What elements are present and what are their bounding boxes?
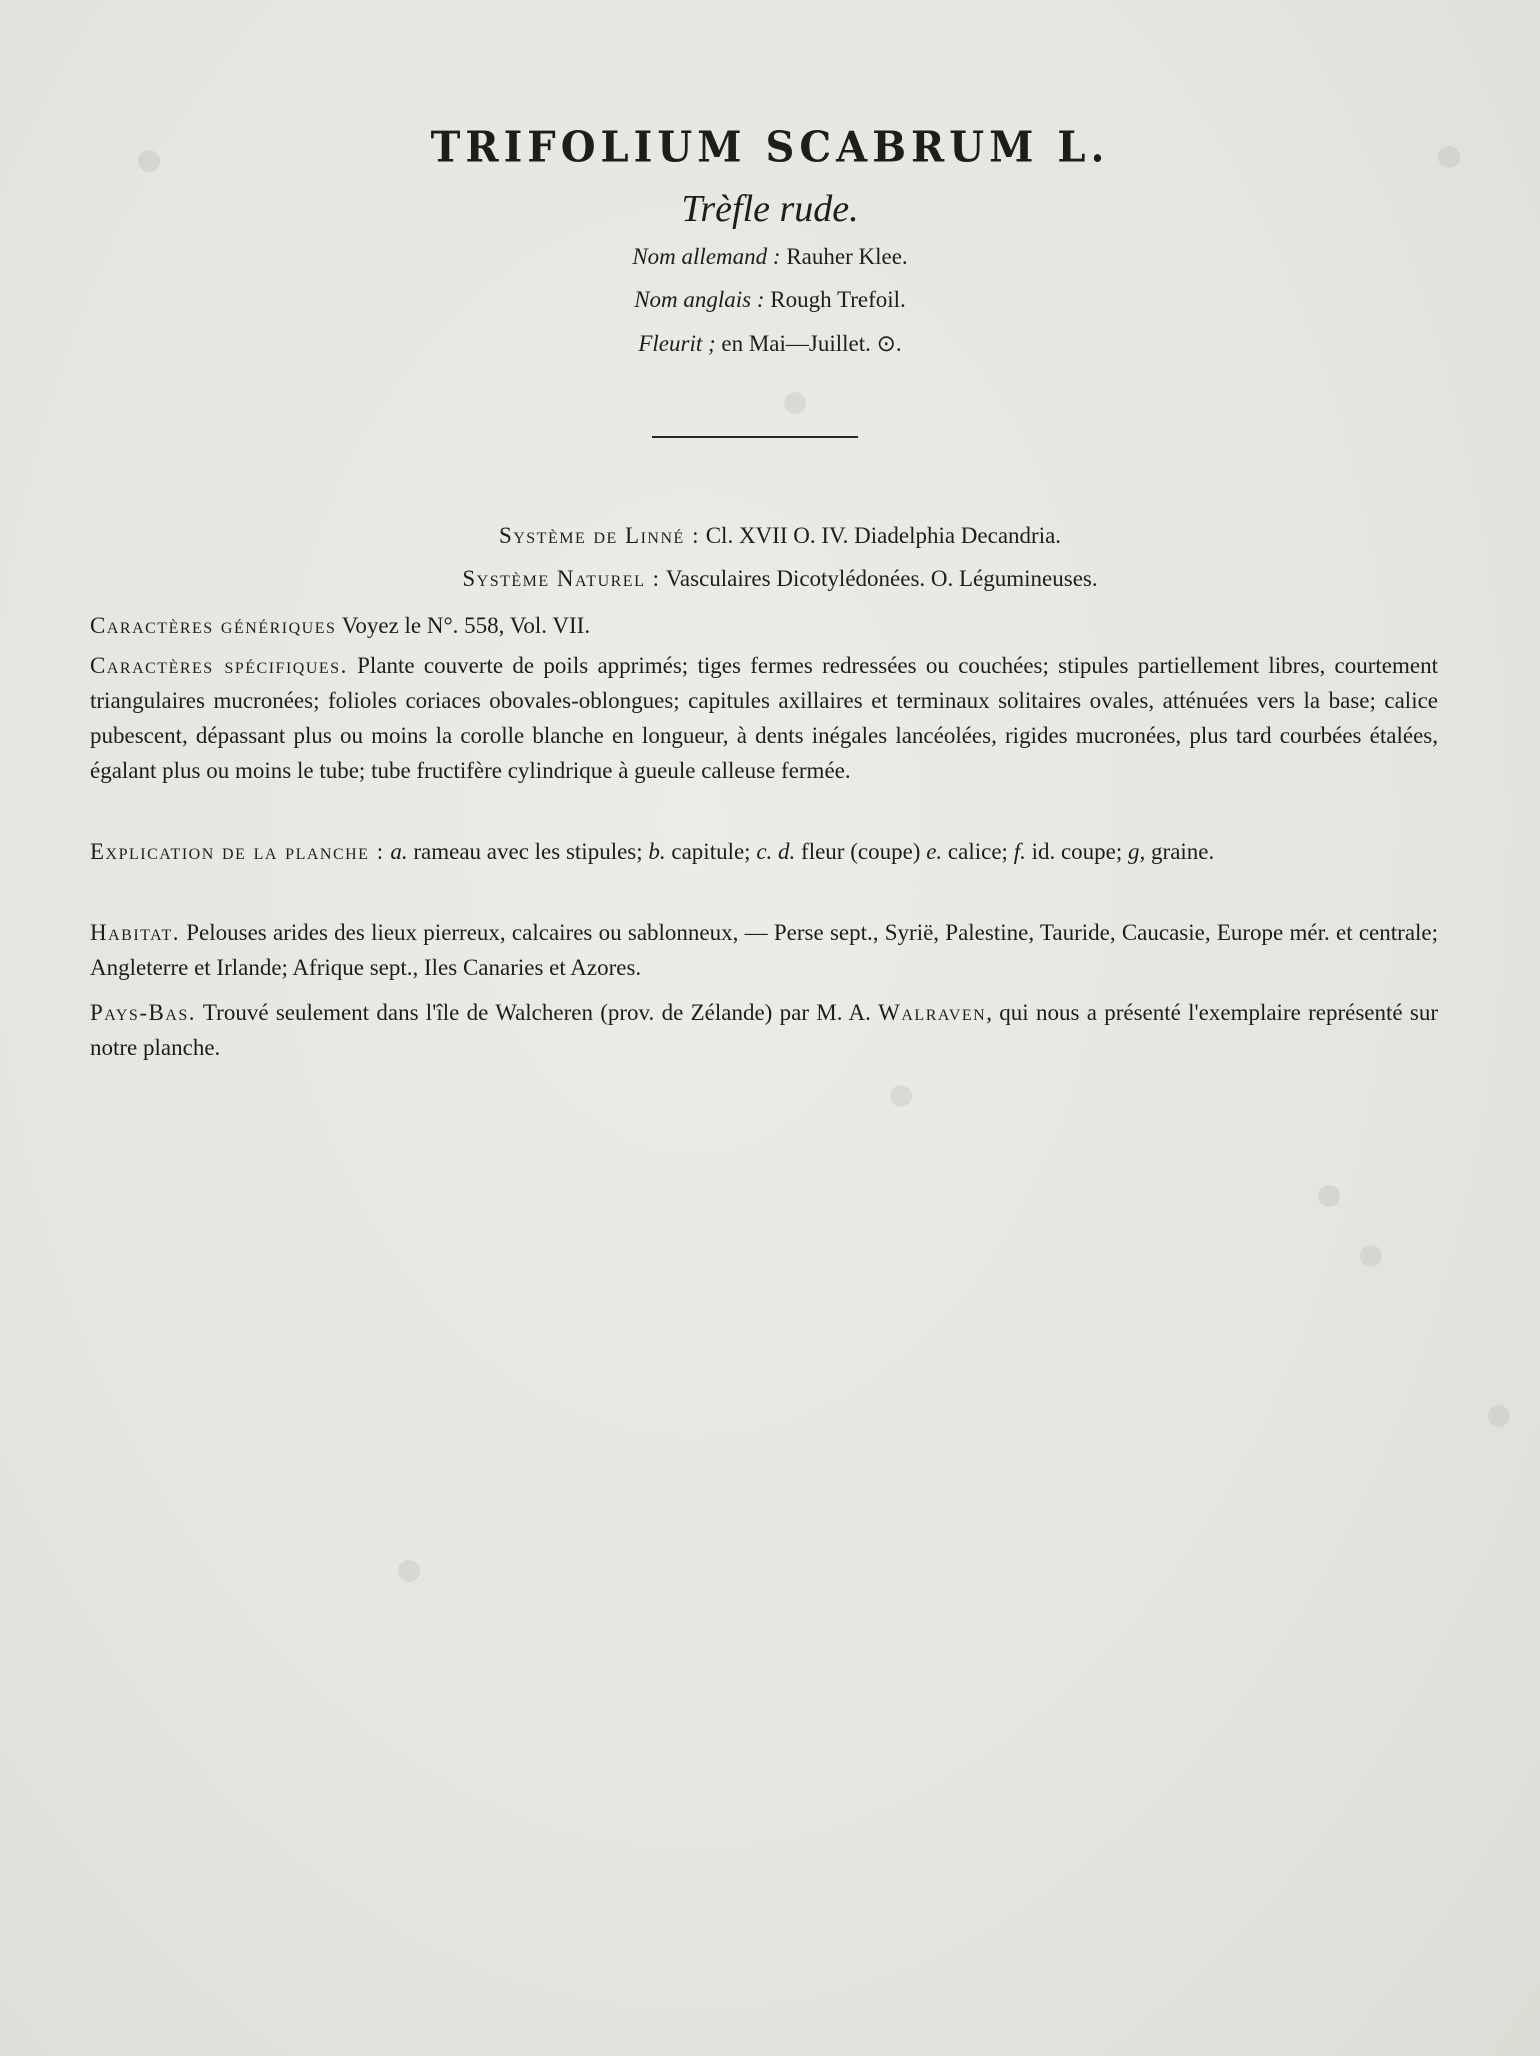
common-name: Trèfle rude.: [681, 188, 859, 230]
figure-letter: f.: [1013, 839, 1026, 864]
natural-system-value: Vasculaires Dicotylédonées. O. Légumineuses.: [665, 566, 1098, 591]
natural-system-line: [10, 566, 1540, 592]
habitat-text: Pelouses arides des lieux pierreux, calcaires ou sablonneux, — Perse sept., Syrië, Palestine, Tauride, Caucasie, Europe mér. et centrale; Angleterre et Irlande; Afrique sept., Iles Canaries et Azores.: [90, 920, 1439, 980]
netherlands-text-end: , qui nous a présenté l'exemplaire représenté sur notre planche.: [90, 1000, 1438, 1060]
paper-spot: [1488, 1405, 1510, 1427]
linne-system-label: Système de Linné :: [498, 523, 700, 548]
paper-spot: [784, 392, 806, 414]
figure-letter: b.: [648, 839, 666, 864]
figure-letter: c. d.: [756, 839, 796, 864]
german-name-line: [0, 244, 1540, 270]
figure-description: calice;: [947, 839, 1008, 864]
netherlands-label: Pays-Bas.: [90, 1000, 197, 1025]
figure-letter: g,: [1128, 839, 1146, 864]
habitat-paragraph: [90, 915, 1438, 985]
linne-system-line: [10, 523, 1540, 549]
figure-description: graine.: [1151, 839, 1215, 864]
paper-spot: [1318, 1185, 1340, 1207]
english-name-line: [0, 287, 1540, 313]
generic-characters-text: Voyez le N°. 558, Vol. VII.: [341, 613, 591, 638]
english-name-value: Rough Trefoil.: [770, 287, 906, 312]
figure-description: rameau avec les stipules;: [413, 839, 643, 864]
paper-spot: [398, 1560, 420, 1582]
german-name-value: Rauher Klee.: [786, 244, 908, 269]
paper-spot: [890, 1085, 912, 1107]
habitat-label: Habitat.: [90, 920, 180, 945]
paper-spot: [1360, 1245, 1382, 1267]
natural-system-label: Système Naturel :: [462, 566, 661, 591]
german-name-label: Nom allemand :: [632, 244, 781, 269]
specific-characters-paragraph: [90, 648, 1438, 788]
generic-characters-paragraph: [90, 608, 1438, 643]
figure-letter: e.: [926, 839, 943, 864]
figure-description: id. coupe;: [1031, 839, 1123, 864]
generic-characters-label: Caractères génériques: [90, 613, 337, 638]
specific-characters-text: Plante couverte de poils apprimés; tiges fermes redressées ou couchées; stipules partiellement libres, courtement triangulaires mucronées; folioles coriaces obovales-oblongues; capitules axillaires et terminaux solitaires ovales, atténuées vers la base; calice pubescent, dépassant plus ou moins la corolle blanche en longueur, à dents inégales lancéolées, rigides mucronées, plus tard courbées étalées, égalant plus ou moins le tube; tube fructifère cylindrique à gueule calleuse fermée.: [90, 653, 1439, 783]
plate-explanation-paragraph: [90, 834, 1438, 869]
collector-name: Walraven: [878, 1000, 987, 1025]
flowering-value: en Mai—Juillet. ⊙.: [721, 331, 902, 356]
figure-description: capitule;: [671, 839, 751, 864]
page-title: TRIFOLIUM SCABRUM L.: [430, 122, 1110, 173]
specific-characters-label: Caractères spécifiques.: [90, 653, 348, 678]
figure-letter: a.: [390, 839, 408, 864]
flowering-line: [0, 331, 1540, 357]
linne-system-value: Cl. XVII O. IV. Diadelphia Decandria.: [705, 523, 1062, 548]
figure-description: fleur (coupe): [801, 839, 921, 864]
netherlands-text: Trouvé seulement dans l'île de Walcheren (prov. de Zélande) par M. A.: [202, 1000, 871, 1025]
netherlands-paragraph: [90, 995, 1438, 1065]
plate-explanation-label: Explication de la planche :: [90, 839, 385, 864]
flowering-label: Fleurit ;: [638, 331, 716, 356]
divider: [652, 436, 858, 438]
english-name-label: Nom anglais :: [634, 287, 765, 312]
